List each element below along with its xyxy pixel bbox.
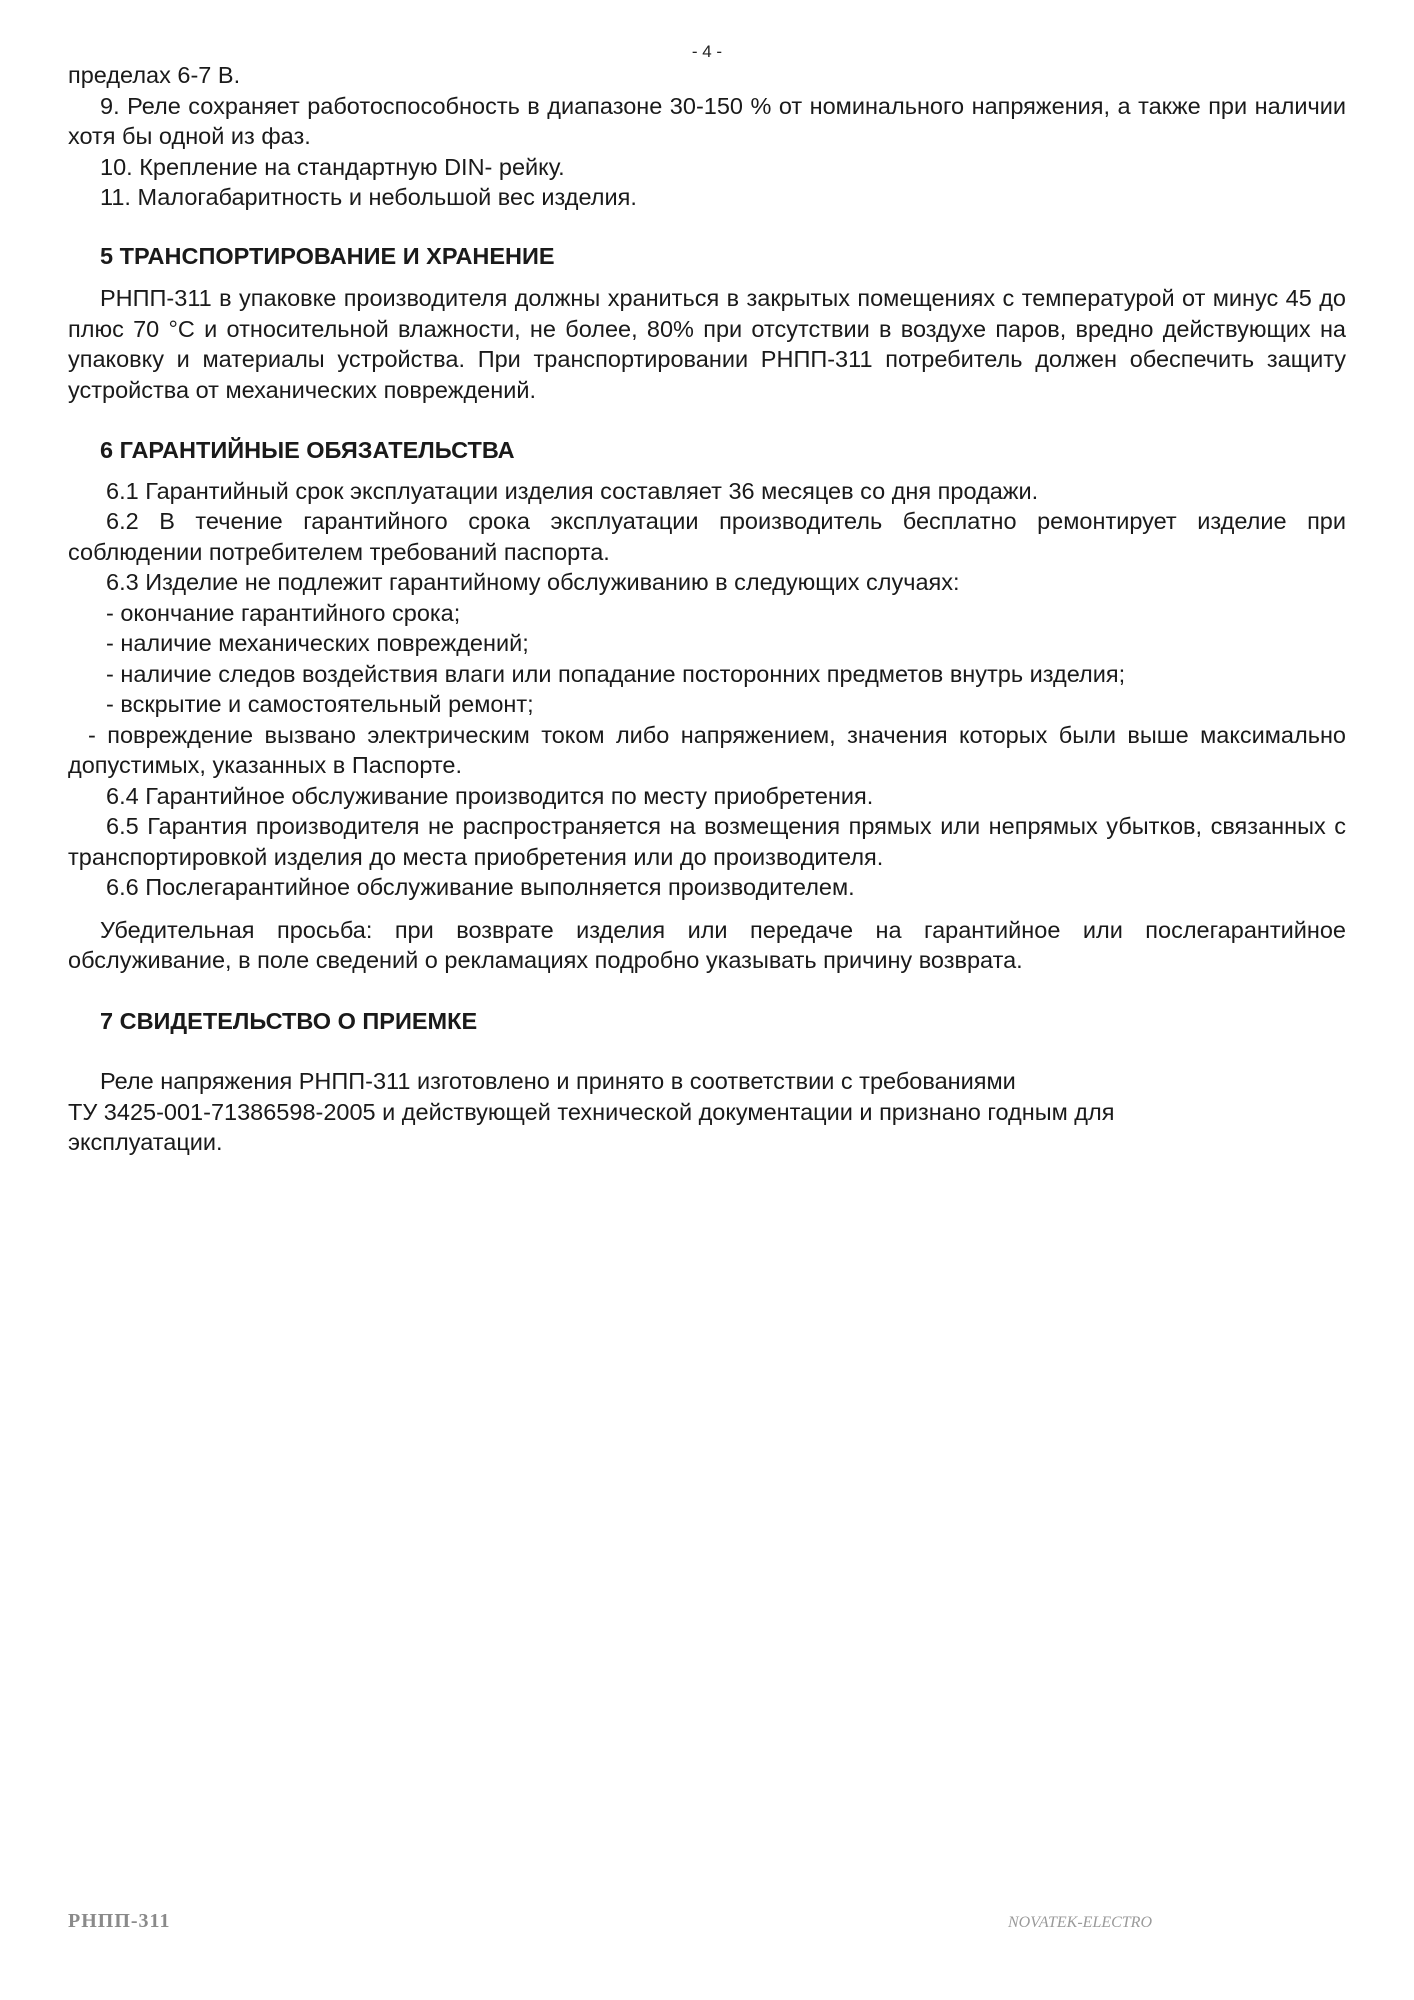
section-5-heading: 5 ТРАНСПОРТИРОВАНИЕ И ХРАНЕНИЕ	[100, 242, 555, 269]
warranty-case-1: - окончание гарантийного срока;	[106, 599, 461, 626]
page-number: - 4 -	[691, 42, 723, 61]
list-item-11: 11. Малогабаритность и небольшой вес изделия.	[100, 184, 637, 210]
section-5-paragraph: РНПП-311 в упаковке производителя должны храниться в закрытых помещениях с температурой от минус 45 до плюс 70 °С и относительной влажности, не более, 80% при отсутствии в воздухе паров, вредно действующих на упаковку и материалы устройства. При транспортировании РНПП-311 потребитель должен обеспечить защиту устройства от механических повреждений.	[68, 285, 1346, 403]
section-7-heading: 7 СВИДЕТЕЛЬСТВО О ПРИЕМКЕ	[100, 1007, 478, 1034]
warranty-6-1: 6.1 Гарантийный срок эксплуатации изделия составляет 36 месяцев со дня продажи.	[106, 477, 1039, 504]
warranty-6-3: 6.3 Изделие не подлежит гарантийному обслуживанию в следующих случаях:	[106, 569, 960, 595]
acceptance-line-1: Реле напряжения РНПП-311 изготовлено и принято в соответствии с требованиями	[100, 1068, 1016, 1094]
document-body	[68, 60, 1346, 1158]
list-item-10: 10. Крепление на стандартную DIN- рейку.	[100, 153, 565, 180]
warranty-case-4: - вскрытие и самостоятельный ремонт;	[106, 691, 534, 717]
footer-brand: NOVATEK-ELECTRO	[1008, 1914, 1153, 1931]
section-6-heading: 6 ГАРАНТИЙНЫЕ ОБЯЗАТЕЛЬСТВА	[100, 437, 515, 463]
list-item-9: 9. Реле сохраняет работоспособность в диапазоне 30-150 % от номинального напряжения, а также при наличии хотя бы одной из фаз.	[68, 92, 1346, 149]
acceptance-line-2: ТУ 3425-001-71386598-2005 и действующей технической документации и признано годным для эксплуатации.	[68, 1098, 1115, 1155]
warranty-case-5: - повреждение вызвано электрическим током либо напряжением, значения которых были выше максимально допустимых, указанных в Паспорте.	[68, 721, 1346, 778]
warranty-6-5: 6.5 Гарантия производителя не распространяется на возмещения прямых или непрямых убытков, связанных с транспортировкой изделия до места приобретения или до производителя.	[68, 813, 1346, 870]
warranty-6-4: 6.4 Гарантийное обслуживание производится по месту приобретения.	[106, 782, 874, 809]
warranty-6-2: 6.2 В течение гарантийного срока эксплуатации производитель бесплатно ремонтирует изделие при соблюдении потребителем требований паспорта.	[68, 508, 1346, 565]
warranty-case-3: - наличие следов воздействия влаги или попадание посторонних предметов внутрь изделия;	[106, 660, 1126, 687]
warranty-6-6: 6.6 Послегарантийное обслуживание выполняется производителем.	[106, 874, 855, 900]
continuation-line: пределах 6-7 В.	[68, 62, 241, 88]
return-request: Убедительная просьба: при возврате изделия или передаче на гарантийное или послегарантийное обслуживание, в поле сведений о рекламациях подробно указывать причину возврата.	[68, 916, 1346, 973]
footer-model: РНПП-311	[68, 1910, 171, 1932]
warranty-case-2: - наличие механических повреждений;	[106, 630, 529, 656]
